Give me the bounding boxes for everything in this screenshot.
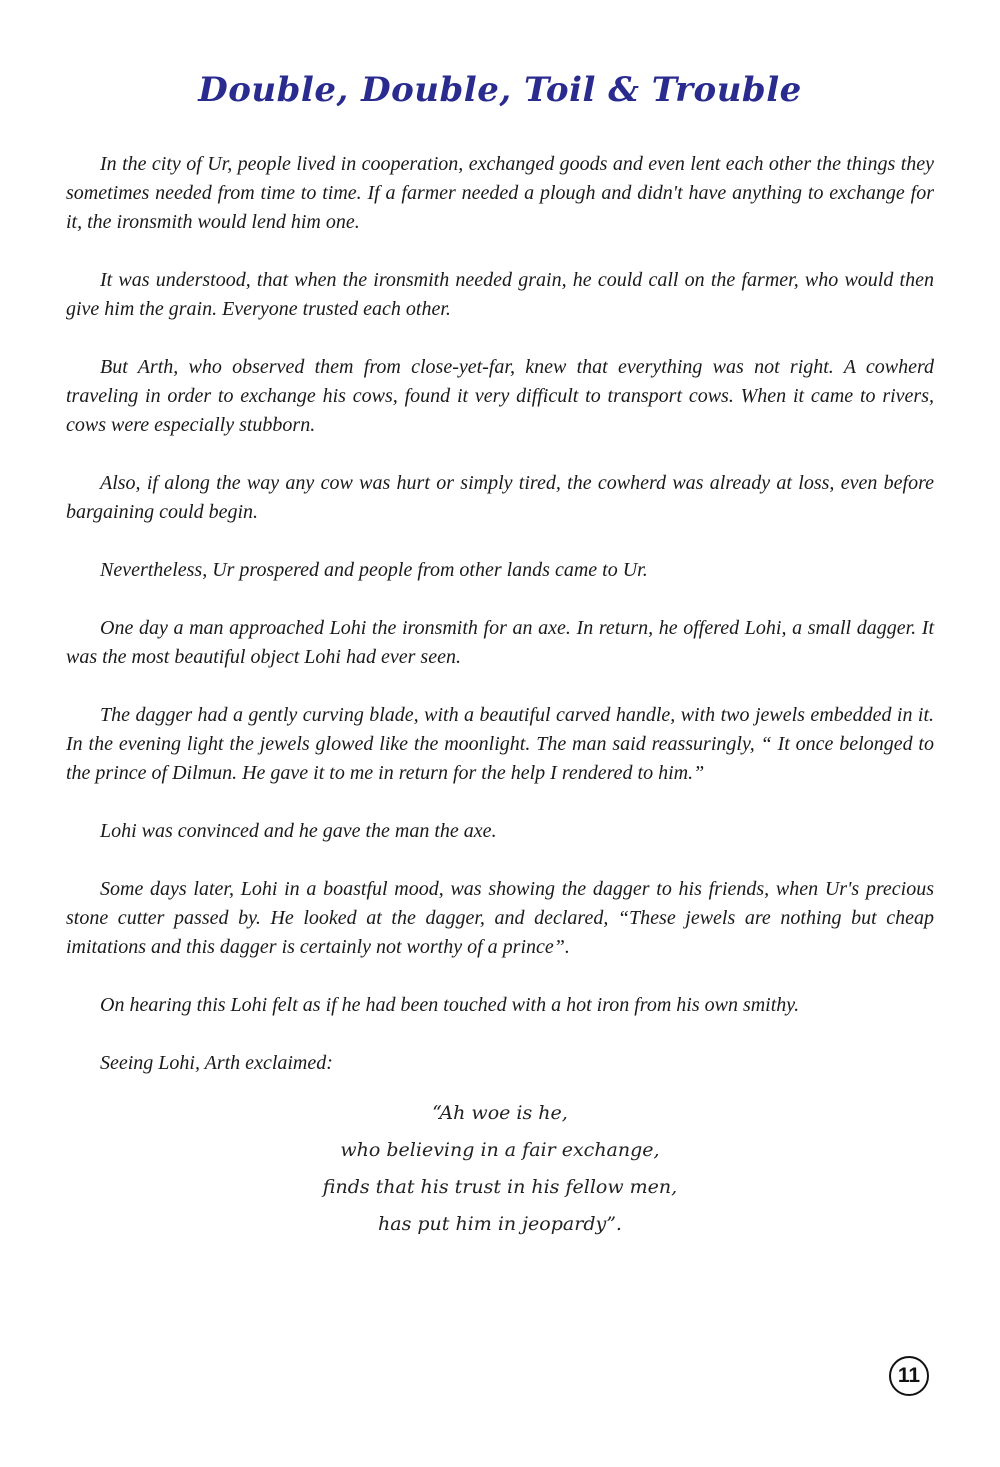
paragraph: Nevertheless, Ur prospered and people from other lands came to Ur.: [100, 559, 648, 581]
poem-line: “Ah woe is he,: [432, 1102, 568, 1124]
poem-line: has put him in jeopardy”.: [378, 1213, 622, 1235]
poem-line: finds that his trust in his fellow men,: [322, 1176, 678, 1198]
page-number: 11: [889, 1356, 929, 1396]
page-title: Double, Double, Toil & Trouble: [198, 70, 802, 110]
paragraph: The dagger had a gently curving blade, with a beautiful carved handle, with two jewels embedded in it. In the evening light the jewels glowed like the moonlight. The man said reassuringly, “ It once belonged to the prince of Dilmun. He gave it to me in return for the help I rendered to him.”: [66, 704, 934, 784]
paragraph: Also, if along the way any cow was hurt or simply tired, the cowherd was already at loss, even before bargaining could begin.: [66, 472, 934, 523]
poem-verse: [0, 1095, 1000, 1243]
paragraph: It was understood, that when the ironsmith needed grain, he could call on the farmer, who would then give him the grain. Everyone trusted each other.: [66, 269, 934, 320]
paragraph: But Arth, who observed them from close-yet-far, knew that everything was not right. A cowherd traveling in order to exchange his cows, found it very difficult to transport cows. When it came to rivers, cows were especially stubborn.: [66, 356, 934, 436]
paragraph: In the city of Ur, people lived in cooperation, exchanged goods and even lent each other the things they sometimes needed from time to time. If a farmer needed a plough and didn't have anything to exchange for it, the ironsmith would lend him one.: [66, 153, 934, 233]
poem-line: who believing in a fair exchange,: [340, 1139, 660, 1161]
paragraph: On hearing this Lohi felt as if he had been touched with a hot iron from his own smithy.: [100, 994, 800, 1016]
paragraph: One day a man approached Lohi the ironsmith for an axe. In return, he offered Lohi, a small dagger. It was the most beautiful object Lohi had ever seen.: [66, 617, 934, 668]
story-body: [66, 150, 934, 1107]
paragraph: Some days later, Lohi in a boastful mood, was showing the dagger to his friends, when Ur's precious stone cutter passed by. He looked at the dagger, and declared, “These jewels are nothing but cheap imitations and this dagger is certainly not worthy of a prince”.: [66, 878, 934, 958]
paragraph: Seeing Lohi, Arth exclaimed:: [100, 1052, 333, 1074]
paragraph: Lohi was convinced and he gave the man the axe.: [100, 820, 497, 842]
